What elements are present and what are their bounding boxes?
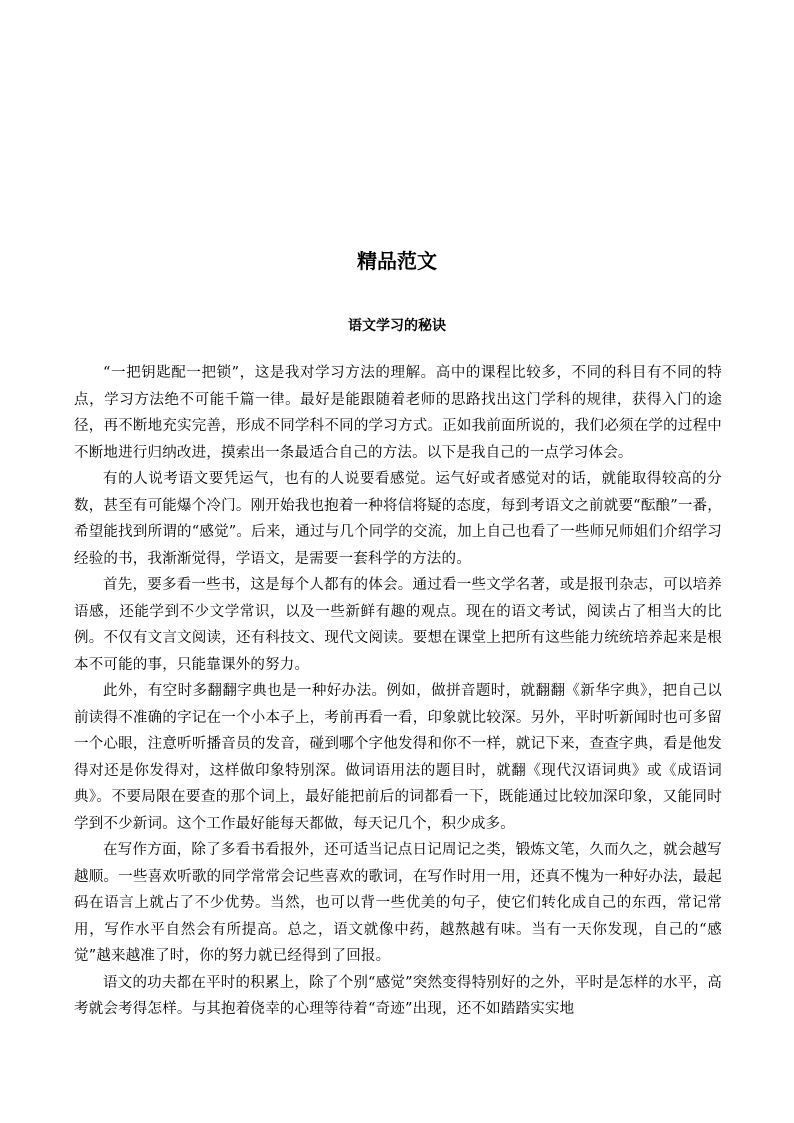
paragraph: 语文的功夫都在平时的积累上，除了个别“感觉”突然变得特别好的之外，平时是怎样的水平，高考就会考得怎样。与其抱着侥幸的心理等待着“奇迹”出现，还不如踏踏实实地 (74, 974, 722, 1017)
paragraph: 首先，要多看一些书，这是每个人都有的体会。通过看一些文学名著，或是报刊杂志，可以培养语感，还能学到不少文学常识，以及一些新鲜有趣的观点。现在的语文考试，阅读占了相当大的比例。不仅有文言文阅读，还有科技文、现代文阅读。要想在课堂上把所有这些能力统统培养起来是根本不可能的事，只能靠课外的努力。 (74, 577, 722, 673)
document-subtitle: 语文学习的秘诀 (348, 318, 446, 334)
paragraph: 在写作方面，除了多看书看报外，还可适当记点日记周记之类，锻炼文笔，久而久之，就会越写越顺。一些喜欢听歌的同学常常会记些喜欢的歌词，在写作时用一用，还真不愧为一种好办法，最起码在语言上就占了不少优势。当然，也可以背一些优美的句子，使它们转化成自己的东西，常记常用，写作水平自然会有所提高。总之，语文就像中药，越熬越有味。当有一天你发现，自己的“感觉”越来越准了时，你的努力就已经得到了回报。 (74, 842, 722, 964)
document-body (74, 360, 722, 1023)
document-title: 精品范文 (357, 249, 437, 273)
paragraph: 此外，有空时多翻翻字典也是一种好办法。例如，做拼音题时，就翻翻《新华字典》，把自己以前读得不准确的字记在一个小本子上，考前再看一看，印象就比较深。另外，平时听新闻时也可多留一个心眼，注意听听播音员的发音，碰到哪个字他发得和你不一样，就记下来，查查字典，看是他发得对还是你发得对，这样做印象特别深。做词语用法的题目时，就翻《现代汉语词典》或《成语词典》。不要局限在要查的那个词上，最好能把前后的词都看一下，既能通过比较加深印象，又能同时学到不少新词。这个工作最好能每天都做，每天记几个，积少成多。 (74, 683, 722, 832)
paragraph: “一把钥匙配一把锁”，这是我对学习方法的理解。高中的课程比较多，不同的科目有不同的特点，学习方法绝不可能千篇一律。最好是能跟随着老师的思路找出这门学科的规律，获得入门的途径，再不断地充实完善，形成不同学科不同的学习方式。正如我前面所说的，我们必须在学的过程中不断地进行归纳改进，摸索出一条最适合自己的方法。以下是我自己的一点学习体会。 (74, 365, 722, 461)
paragraph: 有的人说考语文要凭运气，也有的人说要看感觉。运气好或者感觉对的话，就能取得较高的分数，甚至有可能爆个冷门。刚开始我也抱着一种将信将疑的态度，每到考语文之前就要“酝酿”一番，希望能找到所谓的“感觉”。后来，通过与几个同学的交流，加上自己也看了一些师兄师姐们介绍学习经验的书，我渐渐觉得，学语文，是需要一套科学的方法的。 (74, 471, 722, 567)
